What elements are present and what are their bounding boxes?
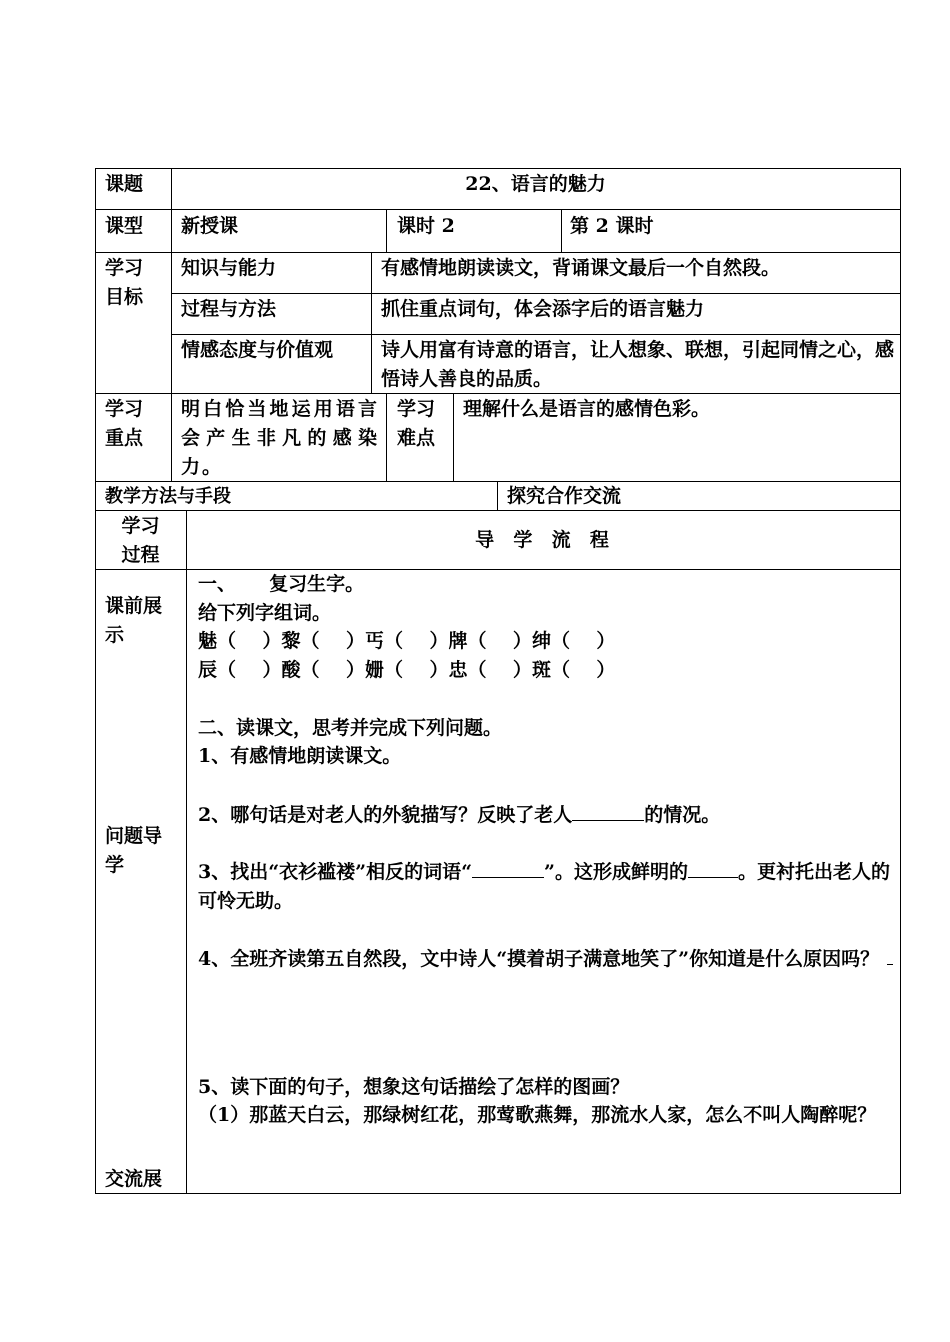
difficulty-label [397, 395, 435, 453]
difficulty-label-line: 难点 [397, 427, 436, 449]
row-divider [171, 334, 901, 335]
knowledge-label: 知识与能力 [181, 257, 277, 279]
char-row: 魅（ ）黎（ ）丐（ ）牌（ ）绅（ ） [198, 630, 616, 652]
preview-section-line: 示 [105, 624, 125, 646]
emotion-label: 情感态度与价值观 [181, 339, 334, 361]
question-section-label [105, 822, 162, 880]
exchange-section-label: 交流展 [105, 1168, 163, 1190]
char-row: 辰（ ）酸（ ）姗（ ）忠（ ）斑（ ） [198, 659, 616, 681]
review-title: 一、 复习生字。 [198, 573, 365, 595]
answer-blank[interactable] [472, 857, 544, 878]
key-point-label [105, 395, 143, 453]
column-divider [453, 393, 454, 481]
process-header-line: 学习 [121, 515, 160, 537]
lesson-title: 22、语言的魅力 [465, 173, 606, 195]
column-divider [371, 252, 372, 393]
row-divider [171, 293, 901, 294]
emotion-text: 诗人用富有诗意的语言，让人想象、联想，引起同情之心，感悟诗人善良的品质。 [381, 339, 895, 390]
table-border-bottom [95, 1193, 901, 1194]
question-2-text: 2、哪句话是对老人的外貌描写？反映了老人 [198, 804, 573, 826]
key-point-label-line: 学习 [105, 398, 144, 420]
reading-title: 二、读课文，思考并完成下列问题。 [198, 717, 503, 739]
type-label: 课型 [105, 215, 144, 237]
char-item: 忠 [448, 659, 468, 681]
objectives-label-line: 目标 [105, 286, 144, 308]
char-item: 牌 [448, 630, 468, 652]
topic-label: 课题 [105, 173, 144, 195]
answer-blank[interactable] [887, 944, 893, 965]
char-item: 酸 [281, 659, 301, 681]
char-item: 黎 [281, 630, 301, 652]
column-divider [386, 393, 387, 481]
row-divider [95, 209, 901, 210]
class-hours: 课时 2 [397, 215, 455, 237]
session-number: 第 2 课时 [570, 215, 654, 237]
question-section-line: 问题导 [105, 825, 163, 847]
table-border-top [95, 168, 901, 169]
question-3-text: 。更衬托出老人的可怜无助。 [198, 861, 890, 912]
review-instruction: 给下列字组词。 [198, 602, 332, 624]
guided-flow-title: 导 学 流 程 [475, 529, 611, 551]
question-3-text: 3、找出“衣衫褴褛”相反的词语“ [198, 861, 473, 883]
objectives-label [105, 254, 143, 312]
objectives-label-line: 学习 [105, 257, 144, 279]
char-item: 辰 [198, 659, 218, 681]
row-divider [95, 252, 901, 253]
process-header-label [95, 512, 186, 570]
table-border-left [95, 168, 96, 1194]
process-label: 过程与方法 [181, 298, 277, 320]
question-4-text: 4、全班齐读第五自然段，文中诗人“摸着胡子满意地笑了”你知道是什么原因吗？ [198, 948, 880, 970]
difficulty-label-line: 学习 [397, 398, 436, 420]
answer-blank[interactable] [688, 857, 738, 878]
column-divider [386, 209, 387, 252]
char-item: 丐 [364, 630, 384, 652]
table-border-right [900, 168, 901, 1194]
answer-blank[interactable] [572, 800, 644, 821]
difficulty-text: 理解什么是语言的感情色彩。 [463, 398, 711, 420]
process-header-line: 过程 [121, 544, 160, 566]
type-value: 新授课 [181, 215, 239, 237]
char-item: 姗 [364, 659, 384, 681]
question-3-text: ”。这形成鲜明的 [544, 861, 688, 883]
question-5: 5、读下面的句子，想象这句话描绘了怎样的图画？ [198, 1076, 630, 1098]
key-point-label-line: 重点 [105, 427, 144, 449]
column-divider [171, 168, 172, 481]
preview-section-label [105, 592, 162, 650]
question-1: 1、有感情地朗读课文。 [198, 745, 402, 767]
knowledge-text: 有感情地朗读读文，背诵课文最后一个自然段。 [381, 257, 781, 279]
question-section-line: 学 [105, 854, 125, 876]
column-divider [497, 481, 498, 510]
preview-section-line: 课前展 [105, 595, 163, 617]
column-divider [561, 209, 562, 252]
method-value: 探究合作交流 [507, 485, 622, 507]
question-2-text: 的情况。 [644, 804, 721, 826]
column-divider [186, 510, 187, 1194]
question-2 [198, 800, 720, 830]
question-3 [198, 857, 894, 916]
process-text: 抓住重点词句，体会添字后的语言魅力 [381, 298, 705, 320]
key-point-text: 明白恰当地运用语言会产生非凡的感染力。 [181, 398, 379, 478]
char-item: 魅 [198, 630, 218, 652]
question-5-sentence: （1）那蓝天白云，那绿树红花，那莺歌燕舞，那流水人家，怎么不叫人陶醉呢？ [198, 1104, 877, 1126]
char-item: 绅 [531, 630, 551, 652]
question-4 [198, 944, 894, 974]
method-label: 教学方法与手段 [105, 486, 231, 507]
char-item: 斑 [531, 659, 551, 681]
